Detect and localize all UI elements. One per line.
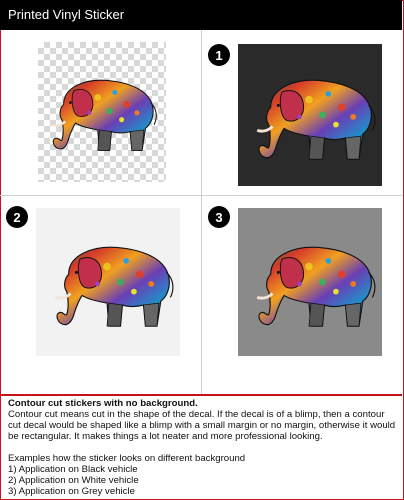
description-title: Contour cut stickers with no background. — [8, 398, 198, 409]
panel-transparent — [0, 30, 202, 196]
panel-black — [202, 30, 402, 196]
elephant-sticker-image — [36, 208, 180, 356]
example-item: 3) Application on Grey vehicle — [8, 486, 135, 497]
black-background — [238, 44, 382, 186]
panel-grey — [202, 196, 402, 394]
sticker-grid — [0, 30, 402, 394]
section-divider — [0, 394, 402, 396]
description-block — [8, 398, 398, 497]
header-bar — [0, 0, 402, 30]
badge-1: 1 — [208, 44, 230, 66]
elephant-sticker-image — [38, 42, 166, 182]
example-item: 2) Application on White vehicle — [8, 475, 139, 486]
elephant-sticker-image — [238, 44, 382, 186]
grey-background — [238, 208, 382, 356]
white-background — [36, 208, 180, 356]
elephant-sticker-image — [238, 208, 382, 356]
example-item: 1) Application on Black vehicle — [8, 464, 138, 475]
badge-2: 2 — [6, 206, 28, 228]
transparent-background — [38, 42, 166, 182]
panel-white — [0, 196, 202, 394]
examples-intro: Examples how the sticker looks on different background — [8, 453, 246, 464]
page-title: Printed Vinyl Sticker — [8, 7, 125, 22]
description-body: Contour cut means cut in the shape of the decal. If the decal is of a blimp, then a contour cut decal would be shaped like a blimp with a small margin or no margin, otherwise it would be rectangular. It makes things a lot neater and more professional looking. — [8, 409, 396, 442]
badge-3: 3 — [208, 206, 230, 228]
